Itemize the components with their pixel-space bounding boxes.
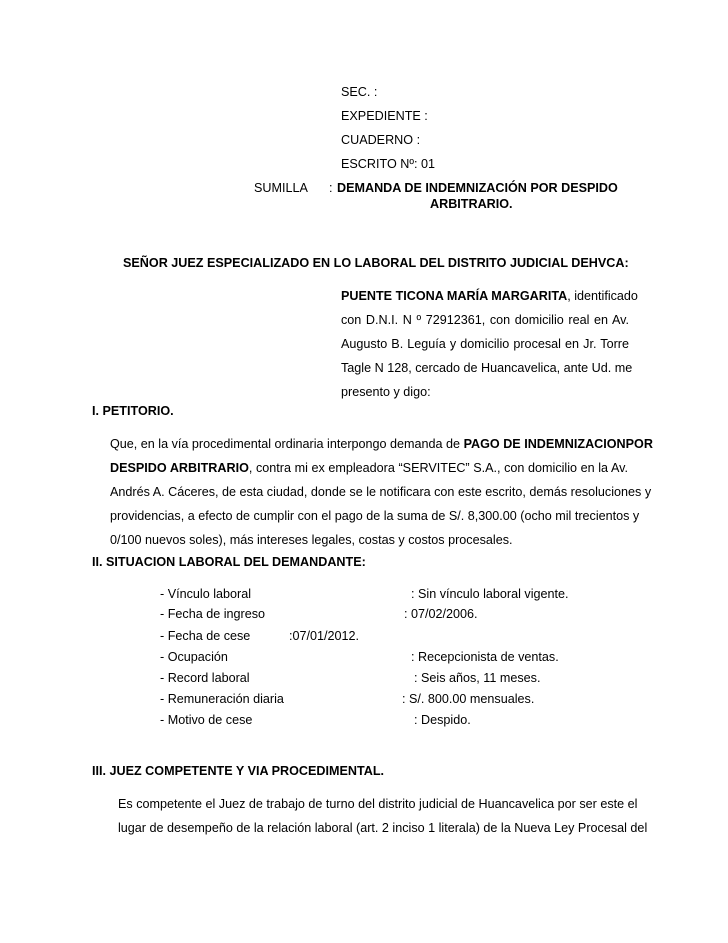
petitorio-line-1-pre: Que, en la vía procedimental ordinaria interpongo demanda de <box>110 437 464 451</box>
list-item: - Record laboral <box>160 671 250 685</box>
item-value: : S/. 800.00 mensuales. <box>402 692 535 706</box>
item-value: : Despido. <box>414 713 471 727</box>
list-item: - Fecha de cese <box>160 629 251 643</box>
sumilla-label: SUMILLA <box>254 181 308 195</box>
petitorio-line-2-rest: , contra mi ex empleadora “SERVITEC” S.A., con domicilio en la Av. <box>248 461 628 475</box>
expediente-label: EXPEDIENTE : <box>341 109 428 123</box>
sec-label: SEC. : <box>341 85 378 99</box>
item-value: :07/01/2012. <box>289 629 360 643</box>
item-value: : Sin vínculo laboral vigente. <box>411 587 569 601</box>
item-label: Record laboral <box>167 671 250 685</box>
petitorio-paragraph <box>110 432 653 552</box>
intro-line-1-rest: , identificado <box>567 289 638 303</box>
petitorio-line-2-bold: DESPIDO ARBITRARIO <box>110 461 249 475</box>
sumilla-colon: : <box>329 181 333 195</box>
escrito-label: ESCRITO Nº: 01 <box>341 157 435 171</box>
item-label: Fecha de ingreso <box>167 607 266 621</box>
competencia-paragraph <box>118 792 648 840</box>
item-label: Fecha de cese <box>167 629 251 643</box>
item-label: Vínculo laboral <box>167 587 252 601</box>
intro-line-5: presento y digo: <box>341 385 431 399</box>
petitorio-line-1-bold: PAGO DE INDEMNIZACIONPOR <box>463 437 653 451</box>
list-item: - Fecha de ingreso <box>160 607 266 621</box>
intro-line-1 <box>341 284 638 308</box>
item-value: : 07/02/2006. <box>404 607 478 621</box>
petitorio-line-3: Andrés A. Cáceres, de esta ciudad, donde se le notificara con este escrito, demás resoluciones y <box>110 485 652 499</box>
section-2-title: II. SITUACION LABORAL DEL DEMANDANTE: <box>92 555 366 569</box>
petitorio-line-5: 0/100 nuevos soles), más intereses legales, costas y costos procesales. <box>110 533 513 547</box>
petitorio-line-4: providencias, a efecto de cumplir con el pago de la suma de S/. 8,300.00 (ocho mil trecientos y <box>110 509 640 523</box>
cuaderno-label: CUADERNO : <box>341 133 421 147</box>
list-item: - Remuneración diaria <box>160 692 284 706</box>
intro-line-3: Augusto B. Leguía y domicilio procesal en Jr. Torre <box>341 337 629 351</box>
list-item: - Ocupación <box>160 650 228 664</box>
sumilla-text-line1: DEMANDA DE INDEMNIZACIÓN POR DESPIDO <box>337 181 618 195</box>
section-3-title: III. JUEZ COMPETENTE Y VIA PROCEDIMENTAL. <box>92 764 385 778</box>
intro-paragraph <box>341 284 638 404</box>
item-label: Ocupación <box>167 650 228 664</box>
petitorio-line-2 <box>110 456 628 480</box>
item-label: Remuneración diaria <box>167 692 284 706</box>
addressee-heading: SEÑOR JUEZ ESPECIALIZADO EN LO LABORAL DEL DISTRITO JUDICIAL DEHVCA: <box>123 256 629 270</box>
item-value: : Recepcionista de ventas. <box>411 650 559 664</box>
petitorio-line-1 <box>110 432 653 456</box>
intro-line-4: Tagle N 128, cercado de Huancavelica, ante Ud. me <box>341 361 633 375</box>
list-item: - Motivo de cese <box>160 713 253 727</box>
competencia-line-1: Es competente el Juez de trabajo de turno del distrito judicial de Huancavelica por ser este el <box>118 797 638 811</box>
list-item: - Vínculo laboral <box>160 587 252 601</box>
competencia-line-2: lugar de desempeño de la relación laboral (art. 2 inciso 1 literala) de la Nueva Ley Procesal del <box>118 821 648 835</box>
section-1-title: I. PETITORIO. <box>92 404 174 418</box>
item-value: : Seis años, 11 meses. <box>414 671 541 685</box>
intro-line-2: con D.N.I. N º 72912361, con domicilio real en Av. <box>341 313 629 327</box>
item-label: Motivo de cese <box>167 713 253 727</box>
sumilla-text-line2: ARBITRARIO. <box>430 197 513 211</box>
plaintiff-name: PUENTE TICONA MARÍA MARGARITA <box>341 289 568 303</box>
